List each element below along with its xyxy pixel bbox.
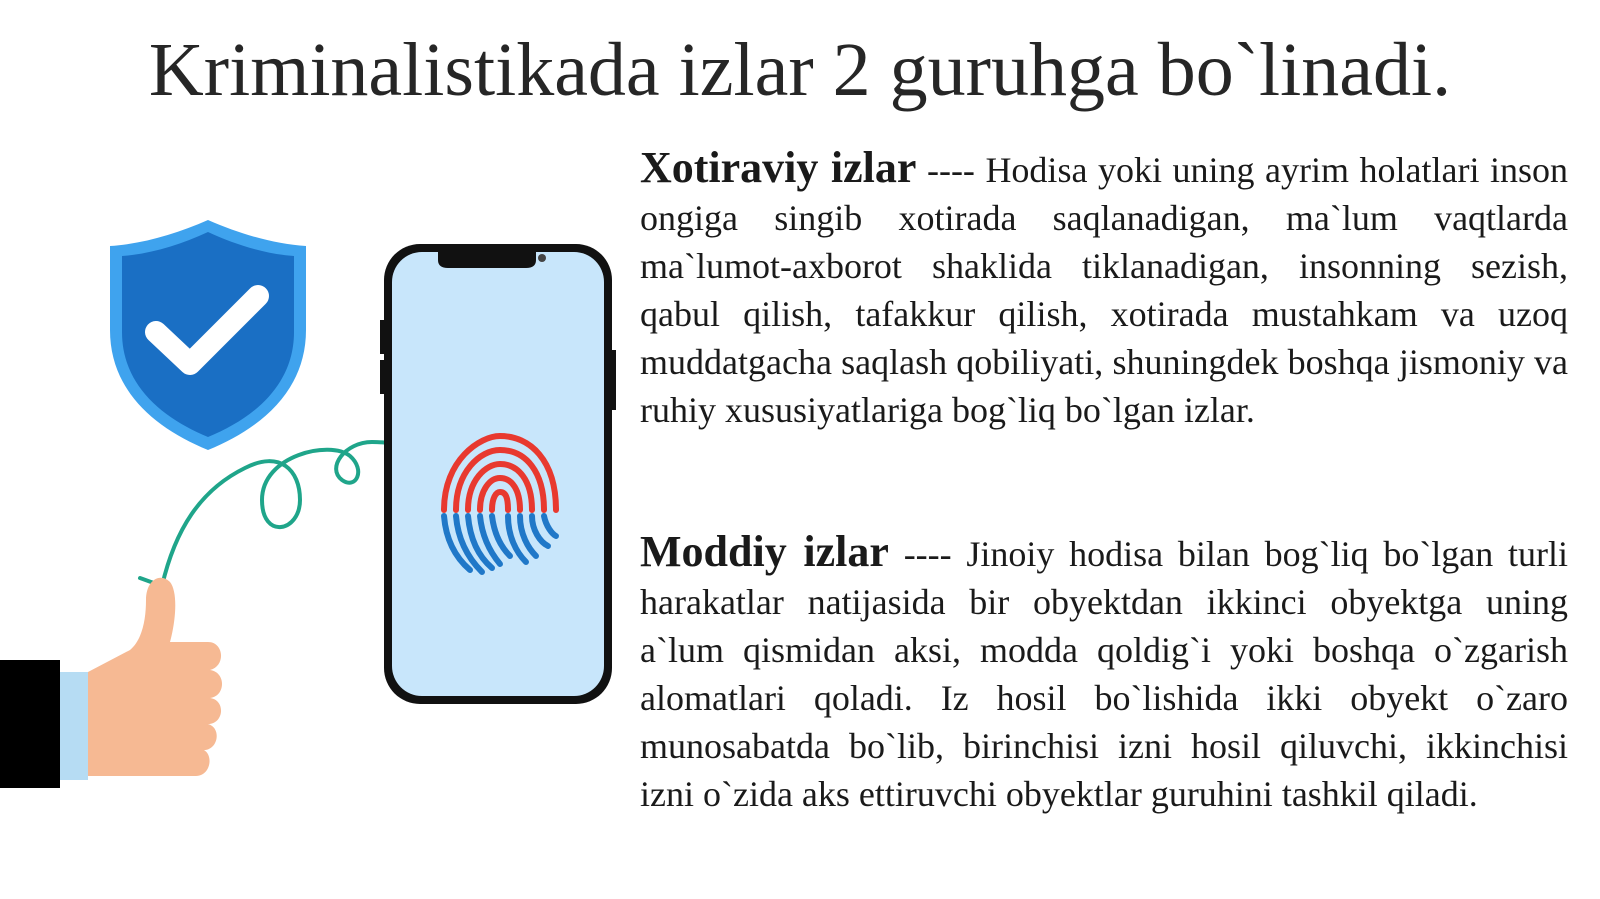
smartphone-icon [380,244,616,704]
section-moddiy-izlar [640,528,1568,818]
section-term: Moddiy izlar [640,527,889,576]
section-term: Xotiraviy izlar [640,143,917,192]
security-illustration [0,210,620,810]
section-text: Hodisa yoki uning ayrim holatlari inson ongiga singib xotirada saqlanadigan, ma`lum vaqtlarda ma`lumot-axborot shaklida tiklanadigan, insonning sezish, qabul qilish, tafakkur qilish, xotirada mustahkam va uzoq muddatgacha saqlash qobiliyati, shuningdek boshqa jismoniy va ruhiy xususiyatlariga bog`liq bo`lgan izlar. [640,150,1568,430]
section-separator: ---- [916,150,986,190]
section-xotiraviy-izlar [640,144,1568,434]
thumbs-up-icon [0,578,222,788]
section-separator: ---- [888,534,967,574]
slide-title: Kriminalistikada izlar 2 guruhga bo`linadi. [148,28,1452,112]
section-text: Jinoiy hodisa bilan bog`liq bo`lgan turli harakatlar natijasida bir obyektdan ikkinci obyektga uning a`lum qismidan aksi, modda qoldig`i yoki boshqa o`zgarish alomatlari qoladi. Iz hosil bo`lishida ikki obyekt o`zaro munosabatda bo`lib, birinchisi izni hosil qiluvchi, ikkinchisi izni o`zida aks ettiruvchi obyektlar guruhini tashkil qiladi. [640,534,1569,814]
shield-check-icon [110,220,306,450]
